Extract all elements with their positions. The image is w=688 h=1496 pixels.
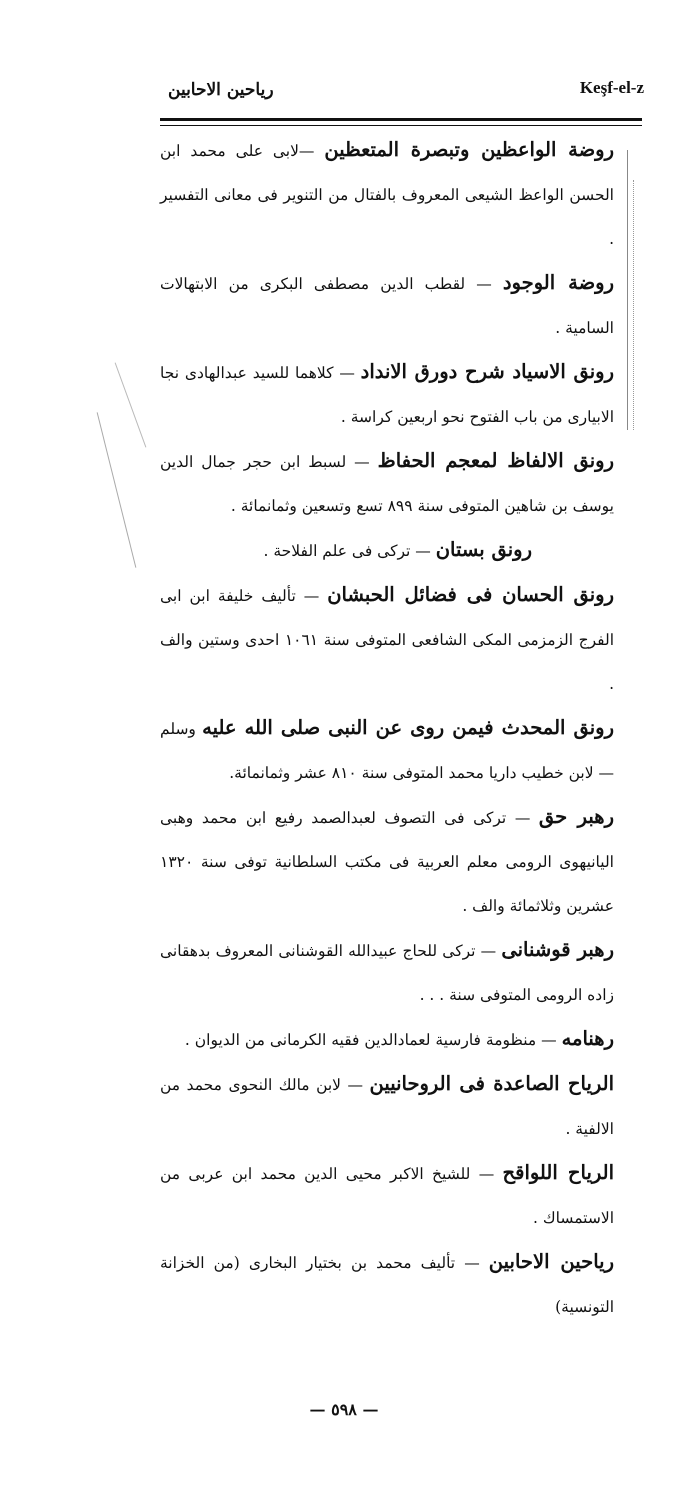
entry-title: روضة الوجود [502,271,614,294]
entry-body: — لابن مالك النحوى محمد من الالفية . [160,1076,614,1138]
entry [160,573,642,706]
scan-artifact-stroke [97,412,137,567]
entry-body: — للشيخ الاكبر محيى الدين محمد ابن عربى من الاستمساك . [160,1165,614,1227]
entry-body: — تركى للحاج عبيدالله القوشنانى المعروف بدهقانى زاده الرومى المتوفى سنة . . . [160,942,614,1004]
entry-body: — كلاهما للسيد عبدالهادى نجا الابيارى من باب الفتوح نحو اربعين كراسة . [160,364,614,426]
page-number: — ٥٩٨ — [309,1400,379,1419]
entry [160,706,642,795]
entry-title: الرياح اللواقح [502,1161,614,1184]
running-title: رياحين الاحابين [168,80,274,100]
entry [160,1151,642,1240]
entry-body: — لقطب الدين مصطفى البكرى من الابتهالات السامية . [160,275,614,337]
entries-list [160,128,642,1329]
header-rule-thin [160,125,642,126]
entry [160,528,642,573]
entry-title: رياحين الاحابين [488,1250,615,1273]
entry-body: — تأليف محمد بن بختيار البخارى (من الخزانة التونسية) [160,1254,614,1316]
entry [160,928,642,1017]
entry-title: رونق الاسياد شرح دورق الانداد [360,360,614,383]
entry-body: — تأليف خليفة ابن ابى الفرج الزمزمى المكى الشافعى المتوفى سنة ١٠٦١ احدى وستين والف . [160,587,615,693]
entry-title: رونق المحدث فيمن روى عن النبى صلى الله عليه [202,716,614,739]
entry [160,261,642,350]
entry-title: روضة الواعظين وتبصرة المتعظين [324,138,615,161]
entry [160,1017,642,1062]
entry-body: — لسبط ابن حجر جمال الدين يوسف بن شاهين المتوفى سنة ٨٩٩ تسع وتسعين وثمانمائة . [160,453,614,515]
entry-title: رهبر قوشنانى [501,938,614,961]
entry-title: الرياح الصاعدة فى الروحانيين [369,1072,614,1095]
entry [160,1240,642,1329]
entry [160,439,642,528]
entry-body: —لابى على محمد ابن الحسن الواعظ الشيعى المعروف بالفتال من التنوير فى معانى التفسير . [160,142,614,248]
entry-title: رونق بستان [435,538,532,561]
entry-title: رهنامه [561,1027,614,1050]
book-title: Keşf-el-z [579,78,644,97]
entry-body: — تركى فى علم الفلاحة . [263,542,436,560]
entry-title: رونق الالفاظ لمعجم الحفاظ [377,449,615,472]
entry [160,795,642,928]
entry [160,1062,642,1151]
entry-body: — تركى فى التصوف لعبدالصمد رفيع ابن محمد وهبى اليانيهوى الرومى معلم العربية فى مكتب السلطانية توفى سنة ١٣٢٠ عشرين وثلاثمائة والف . [160,809,614,915]
header-rule-thick [160,118,642,121]
entry [160,350,642,439]
entry-body: وسلم — لابن خطيب داريا محمد المتوفى سنة ٨١٠ عشر وثمانمائة. [160,720,614,782]
entry-body: — منظومة فارسية لعمادالدين فقيه الكرمانى من الديوان . [184,1031,562,1049]
entry-title: رونق الحسان فى فضائل الحبشان [327,583,615,606]
entry-title: رهبر حق [538,805,614,828]
entry [160,128,642,261]
scan-artifact-stroke [115,363,147,448]
